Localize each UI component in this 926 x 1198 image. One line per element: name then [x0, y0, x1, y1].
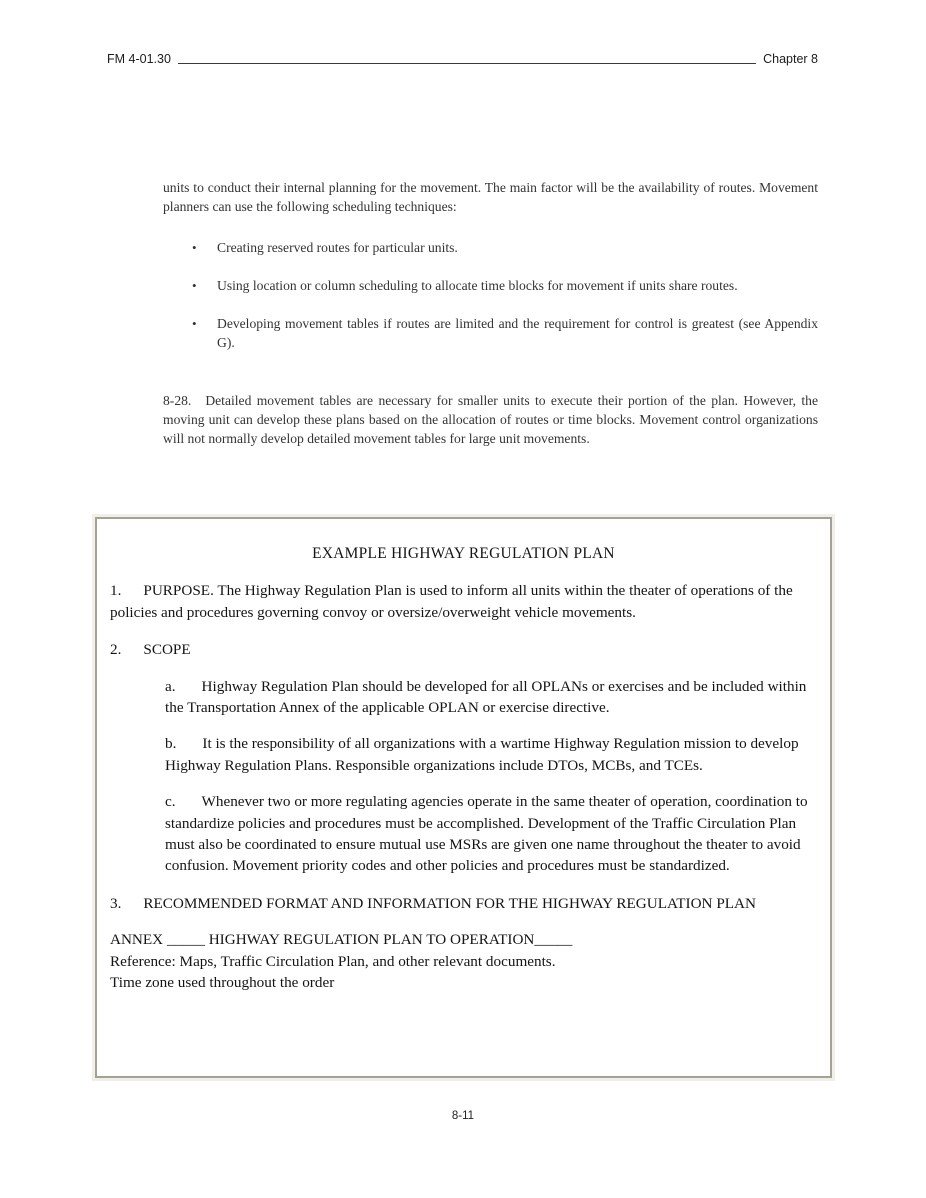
subitem-letter: b. [165, 735, 177, 753]
box-title: EXAMPLE HIGHWAY REGULATION PLAN [312, 545, 615, 562]
item-text: PURPOSE. The Highway Regulation Plan is used to inform all units within the theater of operations of the policies and procedures governing convoy or oversize/overweight vehicle movements. [110, 582, 793, 621]
scheduling-techniques-list [163, 238, 818, 353]
subitem-text: It is the responsibility of all organizations with a wartime Highway Regulation mission to develop Highway Regulation Plans. Responsible organizations include DTOs, MCBs, and TCEs. [165, 735, 799, 774]
item-text: RECOMMENDED FORMAT AND INFORMATION FOR THE HIGHWAY REGULATION PLAN [143, 894, 756, 912]
reference-line: Reference: Maps, Traffic Circulation Plan, and other relevant documents. [110, 952, 556, 970]
subitem-text: Whenever two or more regulating agencies operate in the same theater of operation, coordination to standardize policies and procedures must be accomplished. Development of the Traffic Circulation Plan must also be coordinated to ensure mutual use MSRs are given one name throughout the theater to avoid confusion. Movement priority codes and other policies and procedures must be standardized. [165, 793, 808, 875]
subitem-text: Highway Regulation Plan should be developed for all OPLANs or exercises and be included within the Transportation Annex of the applicable OPLAN or exercise directive. [165, 677, 807, 717]
page-number: 8-11 [451, 1110, 475, 1122]
item-text: SCOPE [143, 641, 191, 659]
bullet-icon [192, 276, 217, 295]
paragraph-intro: units to conduct their internal planning for the movement. The main factor will be the availability of routes. Movement planners can use the following scheduling techniques: [163, 180, 818, 215]
paragraph-8-28 [163, 391, 818, 449]
example-highway-regulation-plan-box [95, 517, 832, 1078]
annex-line: ANNEX _____ HIGHWAY REGULATION PLAN TO OPERATION_____ [110, 931, 573, 949]
timezone-line: Time zone used throughout the order [110, 974, 335, 992]
paragraph-text: Detailed movement tables are necessary for smaller units to execute their portion of the plan. However, the moving unit can develop these plans based on the allocation of routes or time blocks. Movement control organizations will not normally develop detailed movement tables for large unit movements. [163, 392, 818, 447]
box-subitem-b [165, 733, 817, 776]
box-item-scope [110, 639, 817, 660]
box-subitem-c [165, 791, 817, 877]
subitem-letter: c. [165, 793, 176, 811]
page-header [107, 52, 818, 66]
subitem-letter: a. [165, 677, 176, 695]
header-rule [178, 62, 756, 64]
bullet-icon [192, 314, 217, 353]
box-item-purpose [110, 580, 817, 623]
header-doc-number: FM 4-01.30 [107, 52, 171, 66]
list-item-text: Creating reserved routes for particular units. [217, 239, 458, 255]
header-chapter: Chapter 8 [763, 52, 818, 66]
bullet-icon [192, 238, 217, 257]
paragraph-number: 8-28. [163, 392, 192, 408]
list-item [163, 238, 818, 257]
item-number: 2. [110, 641, 122, 659]
page-footer [0, 1110, 926, 1122]
box-subitem-a [165, 676, 817, 719]
annex-block [110, 929, 817, 993]
body-text [163, 178, 818, 449]
box-item-format [110, 893, 817, 914]
item-number: 1. [110, 582, 122, 600]
list-item-text: Developing movement tables if routes are limited and the requirement for control is greatest (see Appendix G). [217, 316, 818, 351]
list-item [163, 276, 818, 295]
item-number: 3. [110, 894, 122, 912]
list-item [163, 314, 818, 353]
list-item-text: Using location or column scheduling to allocate time blocks for movement if units share routes. [217, 277, 738, 293]
